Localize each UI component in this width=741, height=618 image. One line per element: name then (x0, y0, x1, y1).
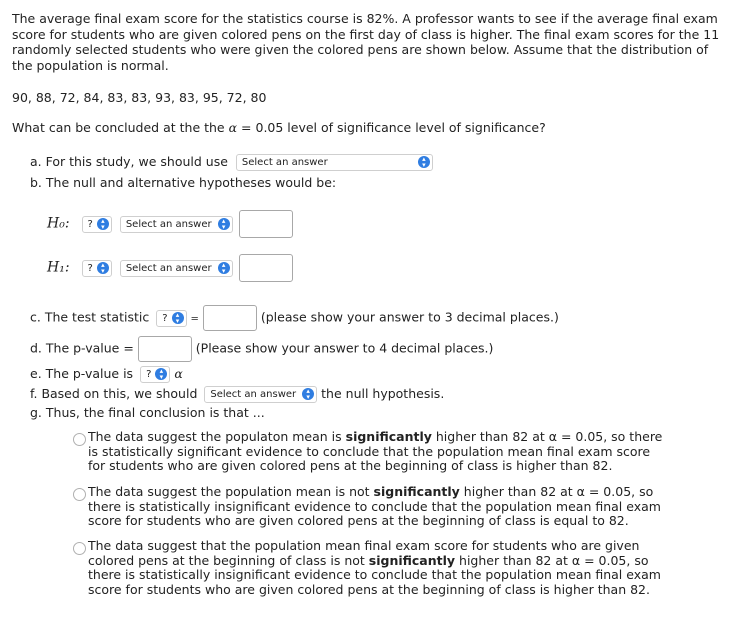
part-c-label: c. The test statistic (30, 309, 150, 325)
chevron-updown-icon: ▴ ▾ (302, 388, 314, 400)
decision-select[interactable] (204, 386, 317, 403)
test-statistic-select-value: ? (162, 312, 168, 324)
part-g-label: g. Thus, the final conclusion is that ... (30, 405, 265, 420)
question (12, 120, 727, 136)
test-statistic-select[interactable] (156, 310, 186, 327)
h0-relation-value: Select an answer (125, 218, 212, 230)
option-text: statistically insignificant evidence to conclude that the population mean final exam score for students who are given colored pens at the beginning of class is higher than 82. (88, 567, 661, 597)
question-suffix: = 0.05 level of significance level of significance? (241, 120, 546, 135)
p-value-input[interactable] (138, 336, 192, 362)
option-emphasis: significantly (368, 552, 456, 568)
h0-relation-select[interactable] (120, 216, 233, 233)
part-a (30, 154, 433, 171)
chevron-updown-icon: ▴ ▾ (97, 218, 109, 230)
problem-intro: The average final exam score for the statistics course is 82%. A professor wants to see if the average final exam score for students who are given colored pens on the first day of class is higher. The final exam scores for the 11 randomly selected students who were given the colored pens are shown below. Assume that the distribution of the population is normal. (12, 11, 720, 73)
conclusion-option-3[interactable] (88, 539, 668, 597)
h0-row (47, 210, 293, 238)
part-f-suffix: the null hypothesis. (321, 386, 445, 401)
test-type-select[interactable] (236, 154, 433, 171)
chevron-updown-icon: ▴ ▾ (97, 262, 109, 274)
h0-param-value: ? (87, 218, 93, 230)
alpha-symbol: α (174, 366, 183, 381)
chevron-updown-icon: ▴ ▾ (218, 218, 230, 230)
part-d (30, 336, 493, 362)
part-f-label: f. Based on this, we should (30, 386, 198, 401)
h0-value-input[interactable] (239, 210, 293, 238)
part-d-label: d. The p-value = (30, 340, 134, 356)
conclusion-radio-2[interactable] (73, 488, 86, 501)
chevron-updown-icon: ▴ ▾ (172, 312, 184, 324)
h1-label: H₁: (47, 259, 70, 276)
h1-value-input[interactable] (239, 254, 293, 282)
part-e (30, 366, 183, 383)
part-b-label: b. The null and alternative hypotheses would be: (30, 175, 337, 190)
part-f (30, 386, 444, 403)
h1-relation-value: Select an answer (125, 262, 212, 274)
option-text: The data suggest the population mean is not (88, 484, 374, 499)
conclusion-radio-1[interactable] (73, 433, 86, 446)
chevron-updown-icon: ▴ ▾ (218, 262, 230, 274)
h0-label: H₀: (47, 215, 70, 232)
chevron-updown-icon: ▴ ▾ (155, 368, 167, 380)
conclusion-option-2[interactable] (88, 485, 668, 529)
option-text: The data suggest the populaton mean is (88, 429, 346, 444)
decision-select-value: Select an answer (210, 389, 297, 400)
test-type-select-value: Select an answer (241, 157, 328, 168)
test-statistic-input[interactable] (203, 305, 257, 331)
chevron-updown-icon: ▴ ▾ (418, 156, 430, 168)
option-text: statistically significant evidence to conclude that the population mean final exam score for students who are given colored pens at the beginning of class is higher than 82. (88, 443, 651, 473)
conclusion-option-1[interactable] (88, 430, 668, 474)
option-emphasis: significantly (345, 429, 432, 444)
question-prefix: What can be concluded at the the (12, 120, 225, 135)
option-text: statistically insignificant evidence to conclude that the population mean final exam score for students who are given colored pens at the beginning of class is equal to 82. (88, 498, 661, 528)
h1-row (47, 254, 293, 282)
option-text: higher than 82 at α = 0.05, so there is (88, 429, 663, 459)
conclusion-radio-3[interactable] (73, 542, 86, 555)
part-e-label: e. The p-value is (30, 366, 134, 381)
data-values: 90, 88, 72, 84, 83, 83, 93, 83, 95, 72, 80 (12, 90, 267, 105)
h1-param-value: ? (87, 262, 93, 274)
alpha-symbol: α (228, 120, 238, 135)
option-emphasis: significantly (373, 484, 460, 499)
option-text: higher than 82 at α = 0.05, so there is (88, 552, 649, 582)
part-d-note: (Please show your answer to 4 decimal places.) (195, 340, 494, 356)
part-a-label: a. For this study, we should use (30, 154, 228, 169)
equals-sign: = (190, 313, 199, 325)
h1-relation-select[interactable] (120, 260, 233, 277)
p-value-comparison-select[interactable] (140, 366, 170, 383)
h1-param-select[interactable] (82, 260, 112, 277)
option-text: higher than 82 at α = 0.05, so there is (88, 484, 654, 514)
part-c-note: (please show your answer to 3 decimal places.) (260, 309, 559, 325)
p-value-comparison-value: ? (146, 369, 152, 380)
h0-param-select[interactable] (82, 216, 112, 233)
option-text: The data suggest that the population mean final exam score for students who are given colored pens at the beginning of class is not (88, 538, 640, 568)
part-c (30, 305, 559, 331)
